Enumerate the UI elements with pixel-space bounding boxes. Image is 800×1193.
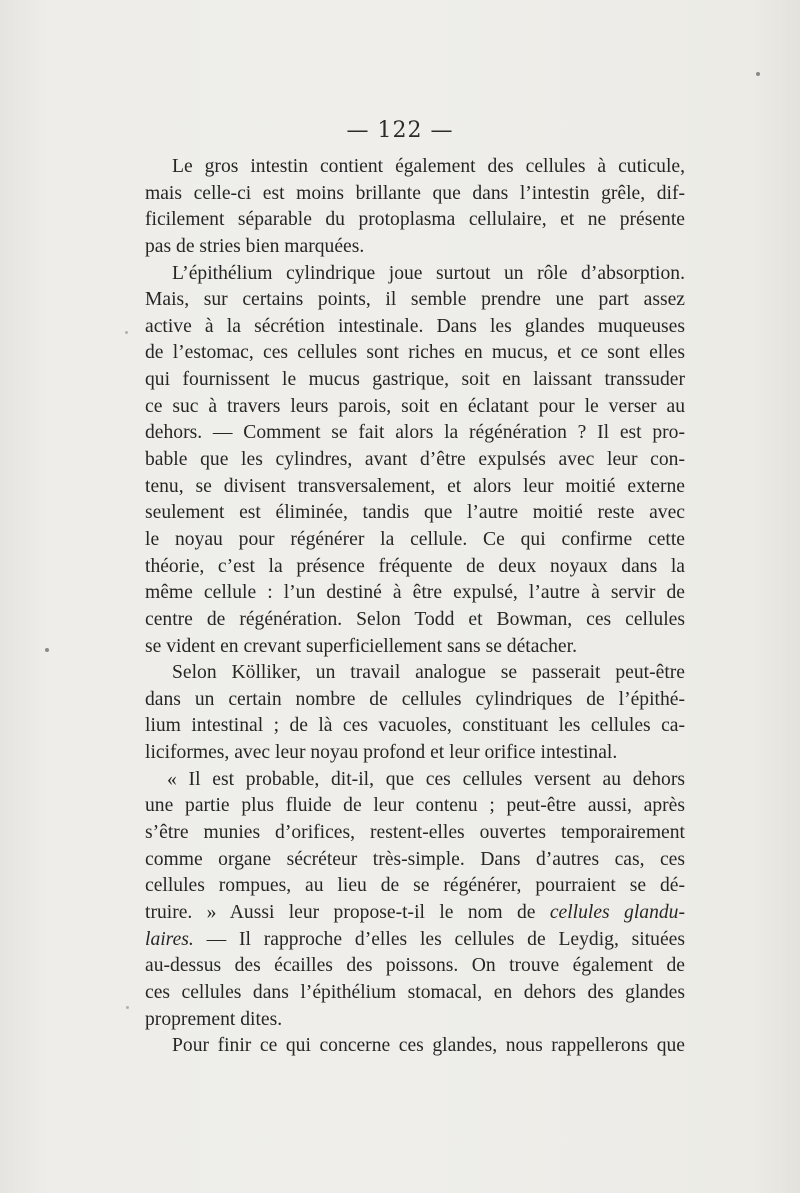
text-line: ficilement séparable du protoplasma cellulaire, et ne présente [145,209,685,231]
text-line: ces cellules dans l’épithélium stomacal, en dehors des glandes [145,981,685,1003]
text-line: une partie plus fluide de leur contenu ; peut-être aussi, après [145,795,685,817]
text-line: active à la sécrétion intestinale. Dans les glandes muqueuses [145,315,685,337]
text-line: se vident en crevant superficiellement sans se détacher. [145,635,577,657]
text-line: centre de régénération. Selon Todd et Bowman, ces cellules [145,608,685,630]
text-line: comme organe sécréteur très-simple. Dans d’autres cas, ces [145,848,685,870]
text-line: tenu, se divisent transversalement, et alors leur moitié externe [145,475,685,497]
text-line: liciformes, avec leur noyau profond et leur orifice intestinal. [145,742,618,764]
text-line: de l’estomac, ces cellules sont riches en mucus, et ce sont elles [145,342,685,364]
text-line: laires. — Il rapproche d’elles les cellules de Leydig, situées [145,928,685,950]
text-line: seulement est éliminée, tandis que l’autre moitié reste avec [145,502,685,524]
text-line: Mais, sur certains points, il semble prendre une part assez [145,289,685,311]
body-text [145,154,685,1060]
text-line: « Il est probable, dit-il, que ces cellules versent au dehors [167,768,685,790]
text-line: même cellule : l’un destiné à être expulsé, l’autre à servir de [145,582,685,604]
text-line: bable que les cylindres, avant d’être expulsés avec leur con- [145,449,685,471]
paper-speck [756,72,760,76]
text-line: le noyau pour régénérer la cellule. Ce qui confirme cette [145,528,685,550]
paper-speck [125,331,128,334]
text-line: au-dessus des écailles des poissons. On trouve également de [145,955,685,977]
paper-speck [45,648,49,652]
text-line: ce suc à travers leurs parois, soit en éclatant pour le verser au [145,395,685,417]
text-line: théorie, c’est la présence fréquente de deux noyaux dans la [145,555,685,577]
text-line: dans un certain nombre de cellules cylindriques de l’épithé- [145,688,685,710]
text-line: proprement dites. [145,1008,283,1030]
text-line: pas de stries bien marquées. [145,235,365,257]
paper-speck [126,1006,129,1009]
text-line: Le gros intestin contient également des cellules à cuticule, [172,156,685,177]
text-line: L’épithélium cylindrique joue surtout un rôle d’absorption. [172,262,685,284]
text-line: qui fournissent le mucus gastrique, soit en laissant transsuder [145,369,685,391]
text-line: truire. » Aussi leur propose-t-il le nom de cellules glandu- [145,901,685,923]
text-line: lium intestinal ; de là ces vacuoles, constituant les cellules ca- [145,715,685,737]
text-line: mais celle-ci est moins brillante que dans l’intestin grêle, dif- [145,182,685,204]
text-line: dehors. — Comment se fait alors la régénération ? Il est pro- [145,422,685,444]
text-line: Selon Kölliker, un travail analogue se passerait peut-être [172,662,685,684]
text-line: cellules rompues, au lieu de se régénérer, pourraient se dé- [145,875,685,897]
text-line: s’être munies d’orifices, restent-elles ouvertes temporairement [145,822,685,844]
page-number: — 122 — [346,118,454,143]
text-line: Pour finir ce qui concerne ces glandes, nous rappellerons que [172,1035,685,1057]
